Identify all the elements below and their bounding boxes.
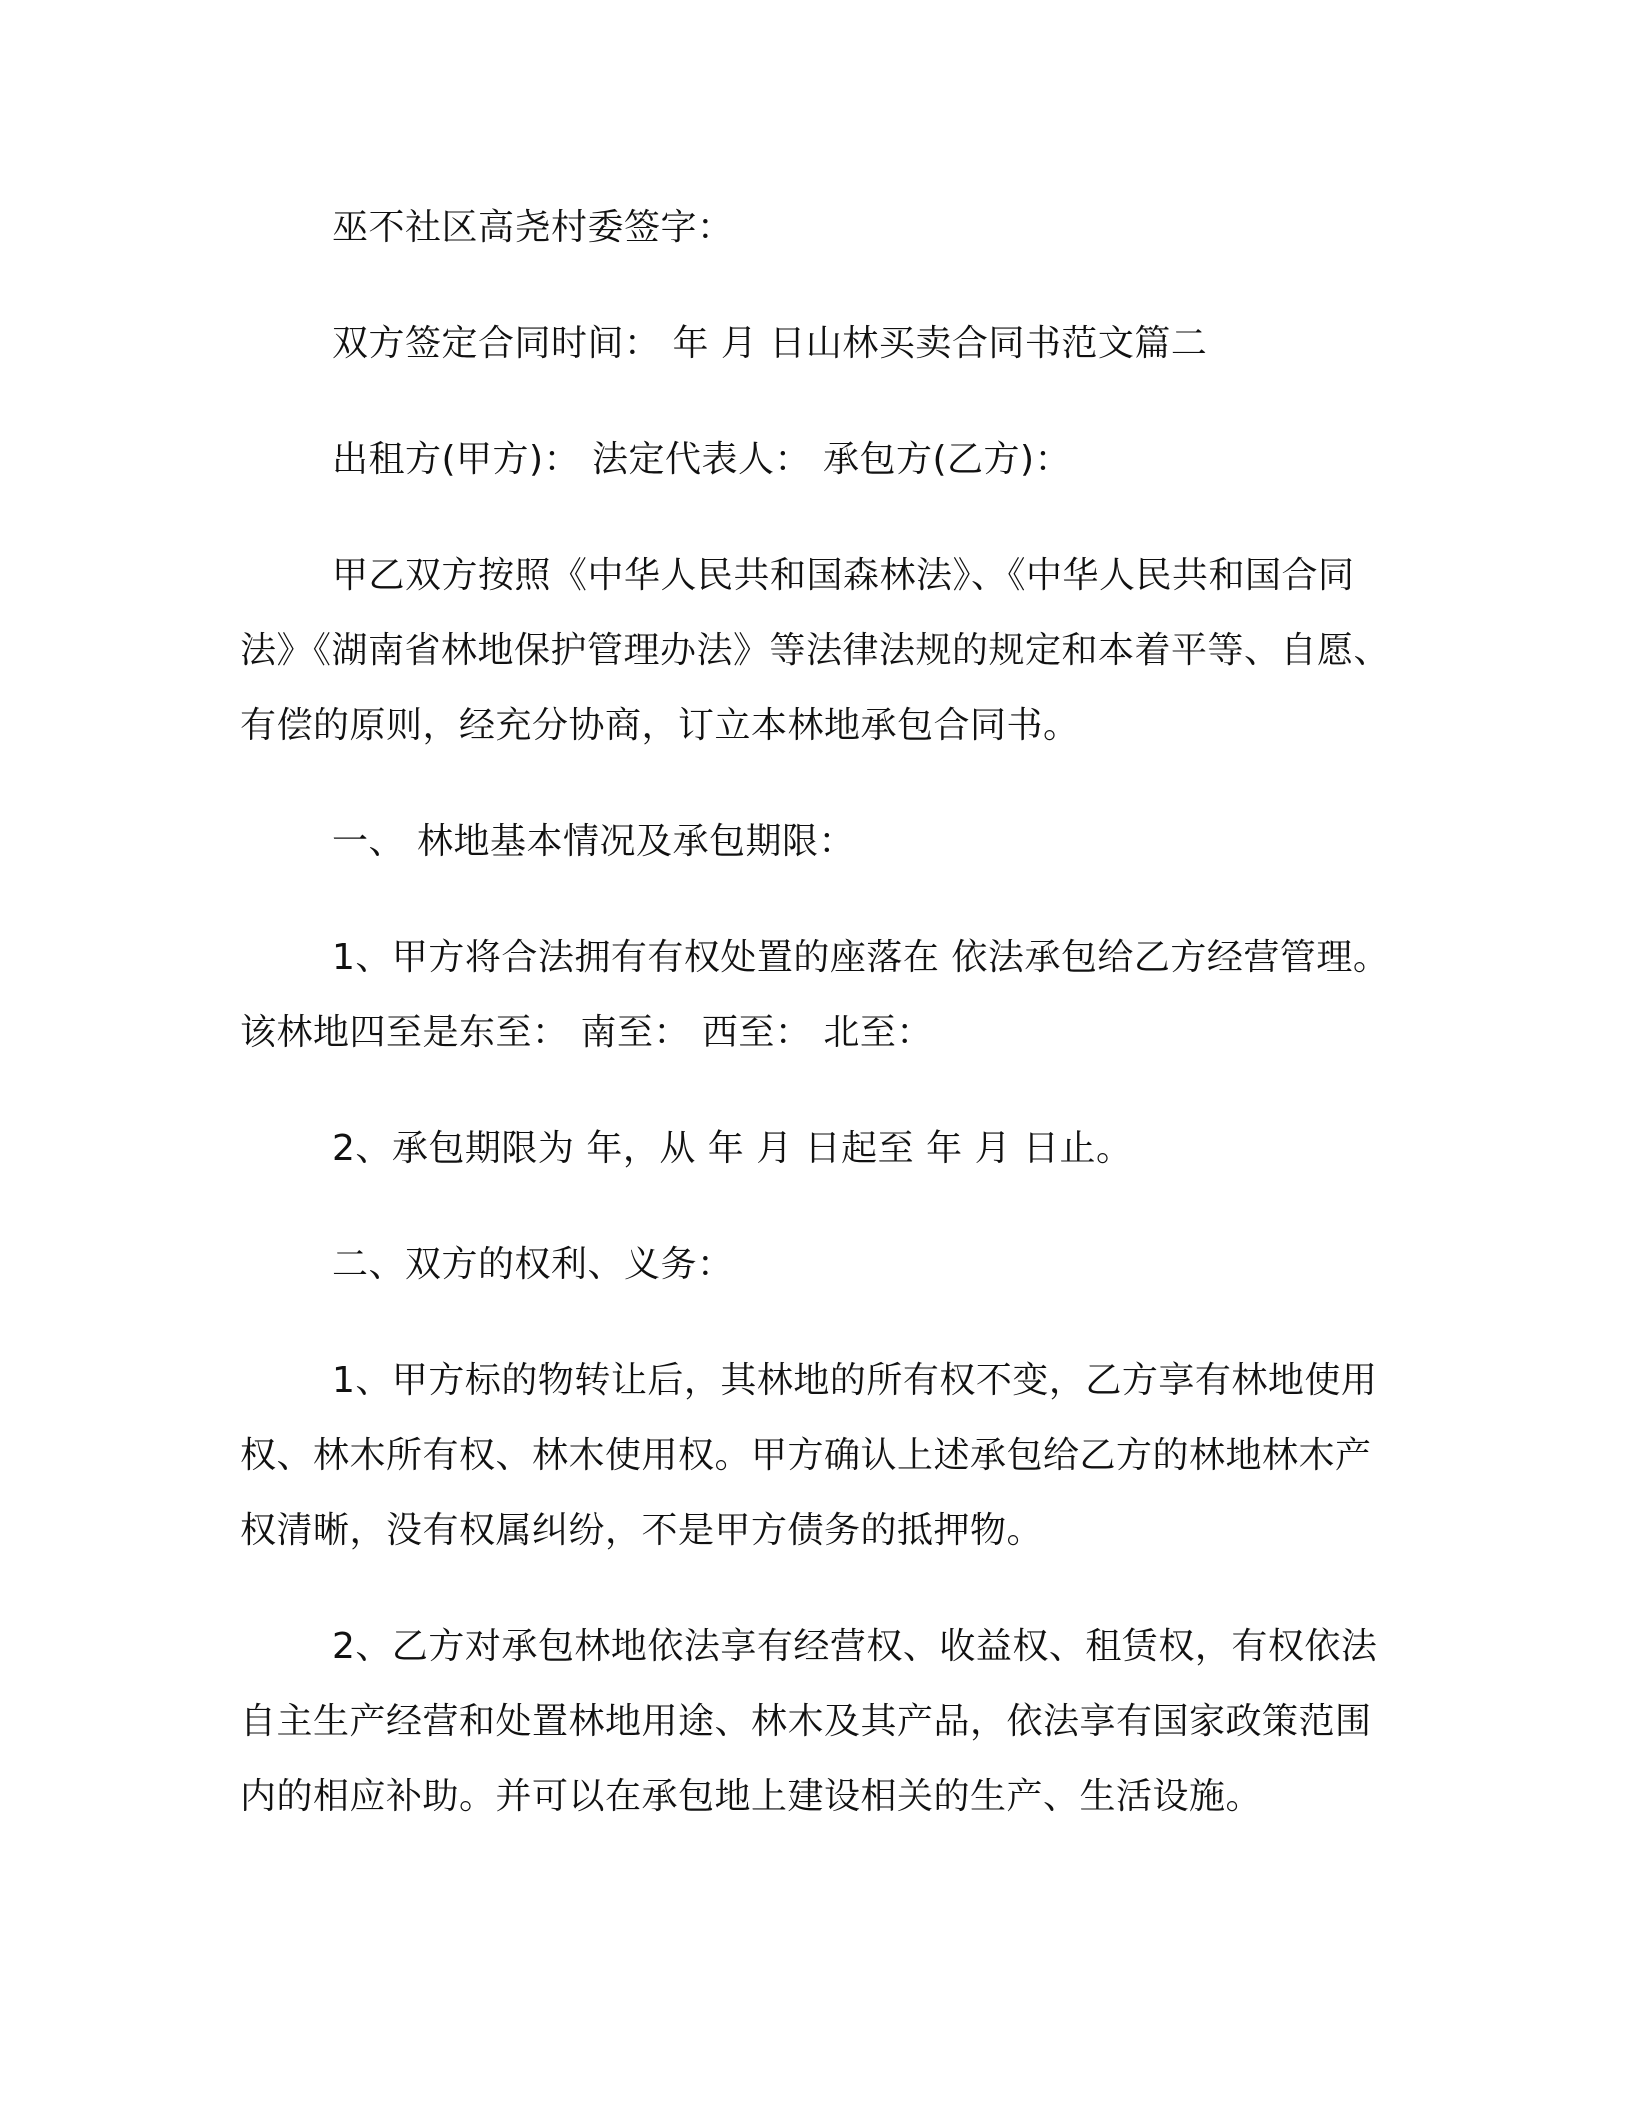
document-body xyxy=(240,190,1400,1875)
paragraph-signing-date: 双方签定合同时间： 年 月 日山林买卖合同书范文篇二 xyxy=(332,323,1208,364)
section-heading-2: 二、双方的权利、义务： xyxy=(332,1244,734,1285)
paragraph-clause-1-1: 1、甲方将合法拥有有权处置的座落在 依法承包给乙方经营管理。该林地四至是东至： 南至： 西至： 北至： xyxy=(240,937,1390,1053)
paragraph-preamble: 甲乙双方按照《中华人民共和国森林法》、《中华人民共和国合同法》《湖南省林地保护管理办法》等法律法规的规定和本着平等、自愿、有偿的原则，经充分协商，订立本林地承包合同书。 xyxy=(240,555,1391,746)
paragraph-clause-2-2: 2、乙方对承包林地依法享有经营权、收益权、租赁权，有权依法自主生产经营和处置林地用途、林木及其产品，依法享有国家政策范围内的相应补助。并可以在承包地上建设相关的生产、生活设施。 xyxy=(240,1626,1378,1817)
section-heading-1: 一、 林地基本情况及承包期限： xyxy=(332,821,855,862)
paragraph-village-signature: 巫不社区高尧村委签字： xyxy=(332,207,734,248)
paragraph-clause-2-1: 1、甲方标的物转让后，其林地的所有权不变，乙方享有林地使用权、林木所有权、林木使用权。甲方确认上述承包给乙方的林地林木产权清晰，没有权属纠纷，不是甲方债务的抵押物。 xyxy=(240,1360,1378,1551)
paragraph-parties: 出租方(甲方)： 法定代表人： 承包方(乙方)： xyxy=(332,439,1072,480)
paragraph-clause-1-2: 2、承包期限为 年，从 年 月 日起至 年 月 日止。 xyxy=(332,1128,1133,1169)
